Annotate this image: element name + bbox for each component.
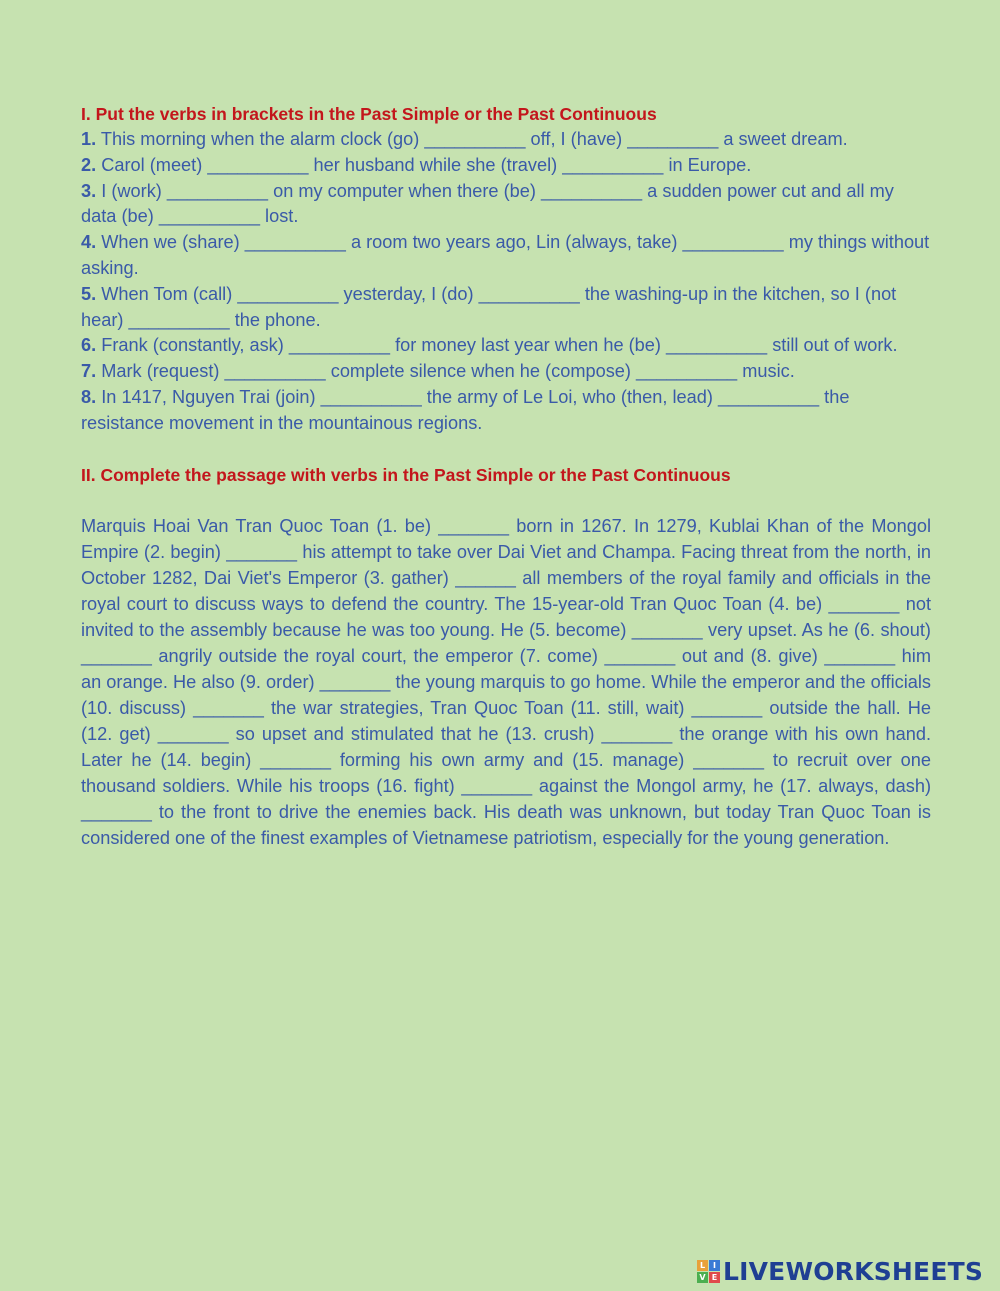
question-list [81,127,931,437]
question-2 [81,153,931,179]
question-number: 7. [81,361,97,382]
question-4 [81,230,931,282]
question-7 [81,359,931,385]
worksheet [81,101,931,869]
question-3 [81,179,931,231]
logo-letter: L [697,1260,708,1271]
question-text: Mark (request) __________ complete silence when he (compose) __________ music. [96,361,795,382]
section2-heading: II. Complete the passage with verbs in the Past Simple or the Past Continuous [81,464,731,485]
question-number: 6. [81,335,97,356]
question-text: I (work) __________ on my computer when there (be) __________ a sudden power cut and all my data (be) __________ lost. [81,180,894,227]
brand-name: LIVEWORKSHEETS [723,1256,984,1286]
logo-letter: I [709,1260,720,1271]
logo-letter: E [709,1272,720,1283]
section1-heading: I. Put the verbs in brackets in the Past Simple or the Past Continuous [81,104,657,124]
question-text: When we (share) __________ a room two years ago, Lin (always, take) __________ my things without asking. [81,232,930,278]
question-1 [81,127,931,153]
question-5 [81,282,931,334]
logo-blocks-icon [697,1260,720,1283]
question-text: Carol (meet) __________ her husband while she (travel) __________ in Europe. [96,154,752,175]
question-number: 4. [81,232,97,253]
question-number: 5. [81,283,97,304]
question-8 [81,385,931,437]
question-text: This morning when the alarm clock (go) __________ off, I (have) _________ a sweet dream. [96,129,848,149]
question-number: 3. [81,180,97,201]
question-number: 2. [81,154,97,175]
question-6 [81,333,931,359]
question-number: 8. [81,386,97,407]
logo-letter: V [697,1272,708,1283]
question-text: In 1417, Nguyen Trai (join) __________ the army of Le Loi, who (then, lead) __________ the resistance movement in the mountainous regions. [81,386,850,433]
question-number: 1. [81,129,97,149]
question-text: When Tom (call) __________ yesterday, I (do) __________ the washing-up in the kitchen, so I (not hear) __________ the phone. [81,283,897,330]
question-text: Frank (constantly, ask) __________ for money last year when he (be) __________ still out of work. [96,335,898,356]
liveworksheets-logo [697,1256,983,1286]
passage-text: Marquis Hoai Van Tran Quoc Toan (1. be) _______ born in 1267. In 1279, Kublai Khan of the Mongol Empire (2. begin) _______ his attempt to take over Dai Viet and Champa. Facing threat from the north, in October 1282, Dai Viet's Emperor (3. gather) ______ all members of the royal family and officials in the royal court to discuss ways to defend the country. The 15-year-old Tran Quoc Toan (4. be) _______ not invited to the assembly because he was too young. He (5. become) _______ very upset. As he (6. shout) _______ angrily outside the royal court, the emperor (7. come) _______ out and (8. give) _______ him an orange. He also (9. order) _______ the young marquis to go home. While the emperor and the officials (10. discuss) _______ the war strategies, Tran Quoc Toan (11. still, wait) _______ outside the hall. He (12. get) _______ so upset and stimulated that he (13. crush) _______ the orange with his own hand. Later he (14. begin) _______ forming his own army and (15. manage) _______ to recruit over one thousand soldiers. While his troops (16. fight) _______ against the Mongol army, he (17. always, dash) _______ to the front to drive the enemies back. His death was unknown, but today Tran Quoc Toan is considered one of the finest examples of Vietnamese patriotism, especially for the young generation. [81,515,931,848]
